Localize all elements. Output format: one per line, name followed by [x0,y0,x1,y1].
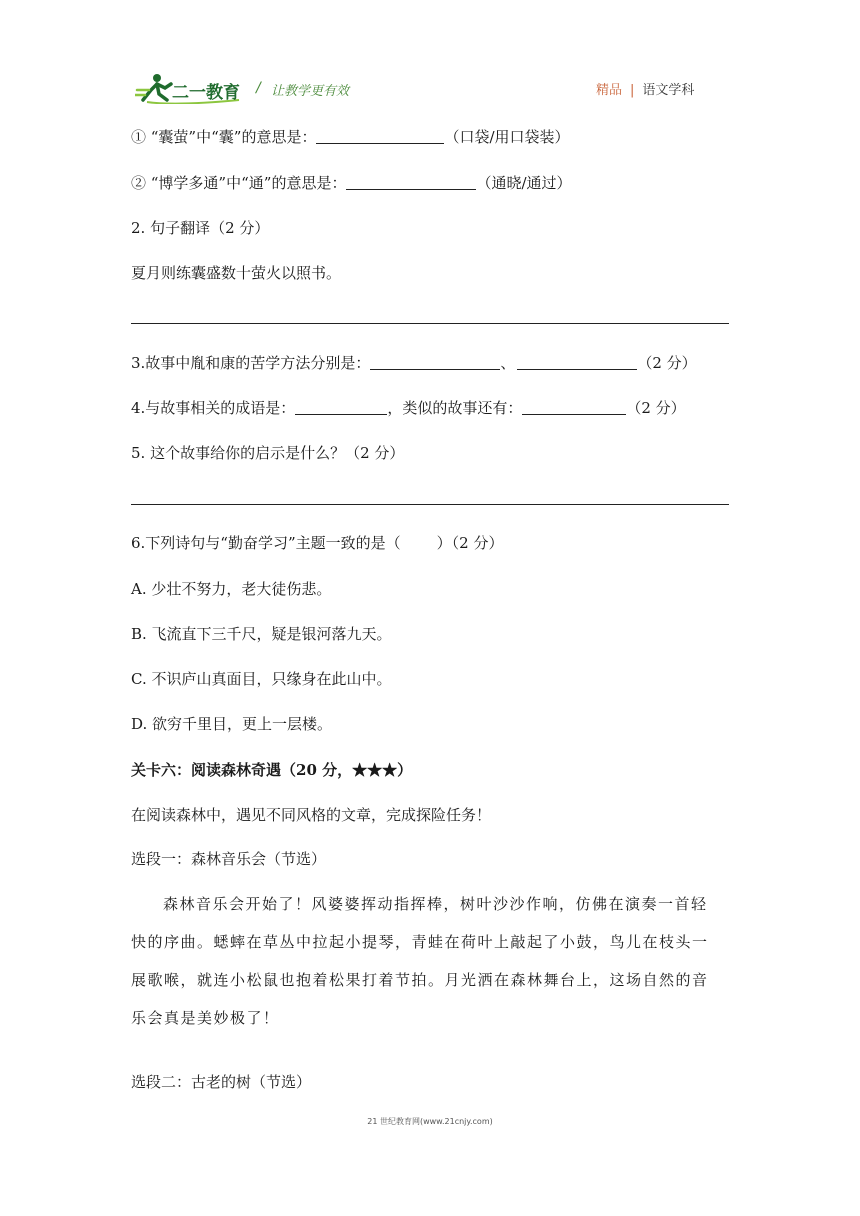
q1-item-b-hint: （通晓/通过） [476,174,572,192]
level6-title: 关卡六：阅读森林奇遇（20 分，★★★） [131,761,413,779]
answer-blank[interactable] [370,353,500,370]
q4 [131,398,686,418]
q3-score: （2 分） [637,354,697,372]
answer-line[interactable] [131,504,729,505]
excerpt1-line: 展歌喉，就连小松鼠也抱着松果打着节拍。月光洒在森林舞台上，这场自然的音 [131,971,709,989]
header-category [596,79,694,98]
header-separator: | [630,83,635,98]
q1-item-a-hint: （口袋/用口袋装） [444,128,570,146]
q4-middle: ，类似的故事还有： [387,399,523,417]
q3-dun: 、 [500,354,516,372]
quality-label: 精品 [596,83,623,98]
q6-prompt-a: 6.下列诗句与“勤奋学习”主题一致的是（ [131,534,401,552]
answer-blank[interactable] [522,398,626,415]
header-slogan: 让教学更有效 [271,84,350,99]
q6-option-b[interactable]: B. 飞流直下三千尺，疑是银河落九天。 [131,625,392,643]
q6-option-d[interactable]: D. 欲穷千里目，更上一层楼。 [131,715,333,733]
answer-blank[interactable] [517,353,637,370]
excerpt2-title: 选段二：古老的树（节选） [131,1073,312,1091]
excerpt1-line: 乐会真是美妙极了！ [131,1009,280,1027]
q4-score: （2 分） [626,399,686,417]
q4-prompt: 4.与故事相关的成语是： [131,399,296,417]
excerpt1-line: 森林音乐会开始了！风婆婆挥动指挥棒，树叶沙沙作响，仿佛在演奏一首轻 [163,895,708,913]
q1-item-b [131,173,572,193]
q5-prompt: 5. 这个故事给你的启示是什么？（2 分） [131,444,405,462]
excerpt1-title: 选段一：森林音乐会（节选） [131,850,327,868]
subject-label: 语文学科 [642,83,695,98]
q6-prompt-b: ）（2 分） [436,534,504,552]
q3 [131,353,697,373]
excerpt1-line: 快的序曲。蟋蟀在草丛中拉起小提琴，青蛙在荷叶上敲起了小鼓，鸟儿在枝头一 [131,933,709,951]
page-header [0,0,860,110]
excerpt1-paragraph [131,885,731,1037]
answer-blank[interactable] [316,127,444,144]
q1-item-a [131,127,570,147]
q6-option-c[interactable]: C. 不识庐山真面目，只缘身在此山中。 [131,670,392,688]
q1-item-a-text: ① “囊萤”中“囊”的意思是： [131,128,317,146]
answer-blank[interactable] [346,173,476,190]
answer-line[interactable] [131,323,729,324]
q2-sentence: 夏月则练囊盛数十萤火以照书。 [131,264,342,282]
q3-prompt: 3.故事中胤和康的苦学方法分别是： [131,354,371,372]
header-slash: / [256,80,261,96]
q1-item-b-text: ② “博学多通”中“通”的意思是： [131,174,347,192]
level6-intro: 在阅读森林中，遇见不同风格的文章，完成探险任务！ [131,806,492,824]
q2-title: 2. 句子翻译（2 分） [131,219,270,237]
q6-option-a[interactable]: A. 少壮不努力，老大徒伤悲。 [131,580,332,598]
q6-prompt [131,533,503,553]
answer-blank[interactable] [295,398,387,415]
page-footer: 21 世纪教育网(www.21cnjy.com) [367,1117,493,1126]
logo-text: 二一教育 [172,83,240,103]
